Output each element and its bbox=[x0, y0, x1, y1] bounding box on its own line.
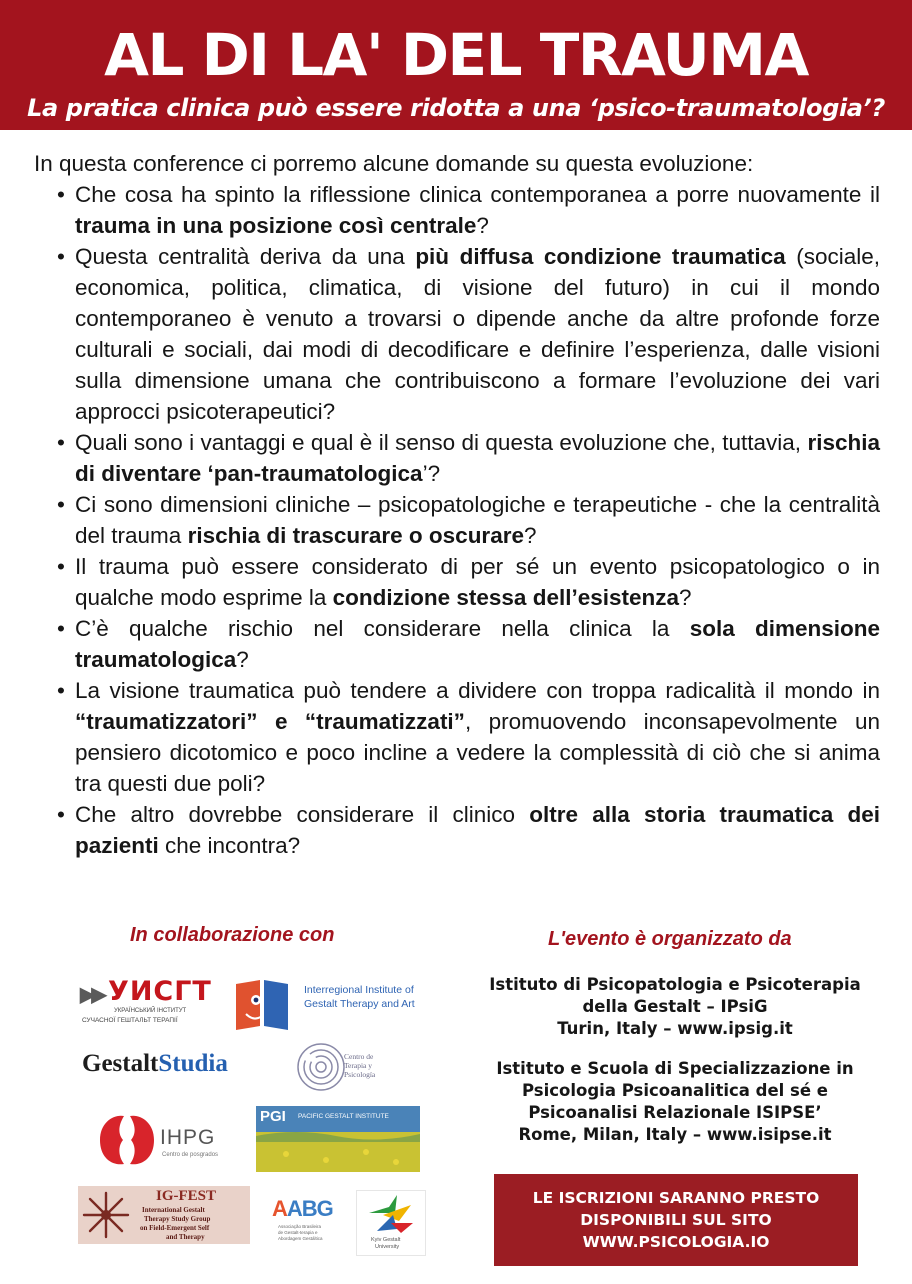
ctp-line1: Centro de bbox=[344, 1052, 374, 1061]
questions-list bbox=[34, 179, 880, 861]
main-content bbox=[34, 148, 880, 861]
organizer-ipsig bbox=[470, 974, 880, 1040]
igfest-name: IG-FEST bbox=[156, 1188, 217, 1204]
organizer-heading: L'evento è organizzato da bbox=[548, 928, 792, 950]
question-item bbox=[34, 799, 880, 861]
question-emphasis: “traumatizzatori” e “traumatizzati” bbox=[75, 709, 465, 734]
iigta-line2: Gestalt Therapy and Art bbox=[304, 998, 415, 1010]
pgi-logo bbox=[256, 1106, 420, 1172]
page-title: AL DI LA' DEL TRAUMA bbox=[104, 21, 808, 89]
registration-banner bbox=[494, 1174, 858, 1266]
ihpg-name: IHPG bbox=[160, 1126, 216, 1149]
question-text: ? bbox=[476, 213, 489, 238]
collaboration-heading: In collaborazione con bbox=[130, 924, 335, 946]
ctp-line3: Psicología bbox=[344, 1070, 376, 1079]
star-swoosh-icon bbox=[363, 1193, 417, 1235]
faces-icon bbox=[96, 1112, 158, 1168]
pgi-name: PGI bbox=[260, 1108, 286, 1125]
page-subtitle: La pratica clinica può essere ridotta a una ‘psico-traumatologia’? bbox=[27, 94, 885, 122]
question-text: ? bbox=[523, 523, 537, 548]
question-emphasis: condizione stessa dell’esistenza bbox=[332, 585, 680, 610]
kyiv-line1: Kyiv Gestalt bbox=[371, 1237, 401, 1243]
question-text: ’? bbox=[422, 461, 441, 486]
registration-line: DISPONIBILI SUL SITO bbox=[580, 1211, 772, 1229]
organizer-isipse-line: Rome, Milan, Italy – www.isipse.it bbox=[518, 1125, 832, 1144]
labyrinth-icon bbox=[296, 1042, 346, 1092]
abg-name: AABG bbox=[272, 1196, 333, 1221]
abg-line2: de Gestalt-terapia e bbox=[278, 1230, 318, 1235]
question-text: ? bbox=[236, 647, 249, 672]
question-item bbox=[34, 551, 880, 613]
question-emphasis: rischia di diventare ‘pan-traumatologica bbox=[75, 430, 880, 486]
registration-url: WWW.PSICOLOGIA.IO bbox=[582, 1233, 770, 1251]
organizer-ipsig-line: della Gestalt – IPsiG bbox=[582, 997, 768, 1016]
question-emphasis: sola dimensione traumatologica bbox=[75, 616, 880, 672]
igfest-line2: Therapy Study Group bbox=[144, 1215, 211, 1223]
question-emphasis: oltre alla storia traumatica dei pazienti bbox=[75, 802, 880, 858]
question-emphasis: più diffusa condizione traumatica bbox=[415, 244, 786, 269]
bullet-icon: • bbox=[57, 554, 65, 579]
gestaltstudia-part2: Studia bbox=[158, 1050, 228, 1077]
gestaltstudia-logo bbox=[82, 1050, 252, 1084]
question-item bbox=[34, 427, 880, 489]
bullet-icon: • bbox=[57, 492, 65, 517]
question-emphasis: trauma in una posizione così centrale bbox=[75, 213, 477, 238]
question-item bbox=[34, 179, 880, 241]
question-item bbox=[34, 241, 880, 427]
ihpg-sub: Centro de posgrados bbox=[162, 1152, 219, 1158]
abg-line1: Associação Brasileira bbox=[278, 1224, 322, 1229]
ucgt-line1: УКРАЇНСЬКИЙ ІНСТИТУТ bbox=[114, 1008, 187, 1014]
bullet-icon: • bbox=[57, 616, 65, 641]
intro-text: In questa conference ci porremo alcune domande su questa evoluzione: bbox=[34, 151, 754, 176]
question-text: La visione traumatica può tendere a dividere con troppa radicalità il mondo in bbox=[75, 678, 880, 703]
question-text: che incontra? bbox=[158, 833, 301, 858]
bullet-icon: • bbox=[57, 430, 65, 455]
abg-logo bbox=[268, 1196, 344, 1246]
igfest-logo bbox=[78, 1186, 250, 1244]
open-book-icon bbox=[232, 976, 292, 1032]
ctp-logo bbox=[296, 1042, 406, 1092]
iigta-logo bbox=[232, 976, 432, 1032]
question-item bbox=[34, 613, 880, 675]
question-text: , promuovendo inconsapevolmente un pensiero dicotomico e poco incline a vedere la complessità di ciò che si anima tra questi due poli? bbox=[75, 709, 880, 796]
kyiv-logo bbox=[356, 1190, 426, 1256]
registration-line: LE ISCRIZIONI SARANNO PRESTO bbox=[532, 1189, 820, 1207]
ihpg-logo bbox=[96, 1112, 226, 1168]
ucgt-name: УИСГТ bbox=[108, 976, 212, 1007]
organizer-isipse-line: Istituto e Scuola di Specializzazione in bbox=[496, 1059, 854, 1078]
bullet-icon: • bbox=[57, 182, 65, 207]
abg-line3: Abordagem Gestáltica bbox=[278, 1236, 323, 1241]
bullet-icon: • bbox=[57, 678, 65, 703]
question-text: ? bbox=[679, 585, 692, 610]
pgi-full: PACIFIC GESTALT INSTITUTE bbox=[298, 1113, 389, 1120]
question-text: C’è qualche rischio nel considerare nella clinica la bbox=[75, 616, 690, 641]
question-item bbox=[34, 489, 880, 551]
abg-name-text: ABG bbox=[286, 1196, 333, 1221]
organizer-ipsig-line: Turin, Italy – www.ipsig.it bbox=[557, 1019, 793, 1038]
question-text: Ci sono dimensioni cliniche – psicopatologiche e terapeutiche - che la centralità del trauma bbox=[75, 492, 880, 548]
question-text: Quali sono i vantaggi e qual è il senso di questa evoluzione che, tuttavia, bbox=[75, 430, 808, 455]
igfest-line1: International Gestalt bbox=[142, 1206, 205, 1214]
igfest-line4: and Therapy bbox=[166, 1233, 205, 1241]
ucgt-arrows-icon: ▶▶ bbox=[80, 984, 103, 1006]
ucgt-logo bbox=[80, 976, 212, 1030]
organizer-isipse bbox=[470, 1058, 880, 1146]
question-text: Che cosa ha spinto la riflessione clinica contemporanea a porre nuovamente il bbox=[75, 182, 880, 207]
snowflake-icon bbox=[81, 1190, 131, 1240]
iigta-line1: Interregional Institute of bbox=[304, 984, 414, 996]
question-emphasis: rischia di trascurare o oscurare bbox=[187, 523, 524, 548]
kyiv-line2: University bbox=[375, 1244, 400, 1250]
organizer-isipse-line: Psicoanalisi Relazionale ISIPSE’ bbox=[528, 1103, 822, 1122]
question-text: Questa centralità deriva da una bbox=[75, 244, 416, 269]
bullet-icon: • bbox=[57, 244, 65, 269]
question-text: (sociale, economica, politica, climatica, di visione del futuro) in cui il mondo contemporaneo è venuto a trovarsi o dipende anche da altre profonde forze culturali e sociali, dai modi di decodificare e definire l’esperienza, dalle visioni sulla dimensione umana che contribuiscono a formare l’evoluzione dei vari approcci psicoterapeutici? bbox=[75, 244, 880, 424]
ucgt-line2: СУЧАСНОЇ ГЕШТАЛЬТ ТЕРАПІЇ bbox=[82, 1017, 178, 1024]
header-banner bbox=[0, 0, 912, 130]
bullet-icon: • bbox=[57, 802, 65, 827]
question-text: Che altro dovrebbe considerare il clinico bbox=[75, 802, 530, 827]
organizer-isipse-line: Psicologia Psicoanalitica del sé e bbox=[521, 1081, 828, 1100]
organizer-ipsig-line: Istituto di Psicopatologia e Psicoterapia bbox=[489, 975, 861, 994]
gestaltstudia-part1: Gestalt bbox=[82, 1050, 159, 1077]
question-text: Il trauma può essere considerato di per sé un evento psicopatologico o in qualche modo esprime la bbox=[75, 554, 880, 610]
igfest-line3: on Field-Emergent Self bbox=[140, 1224, 210, 1232]
question-item bbox=[34, 675, 880, 799]
ctp-line2: Terapia y bbox=[344, 1061, 373, 1070]
